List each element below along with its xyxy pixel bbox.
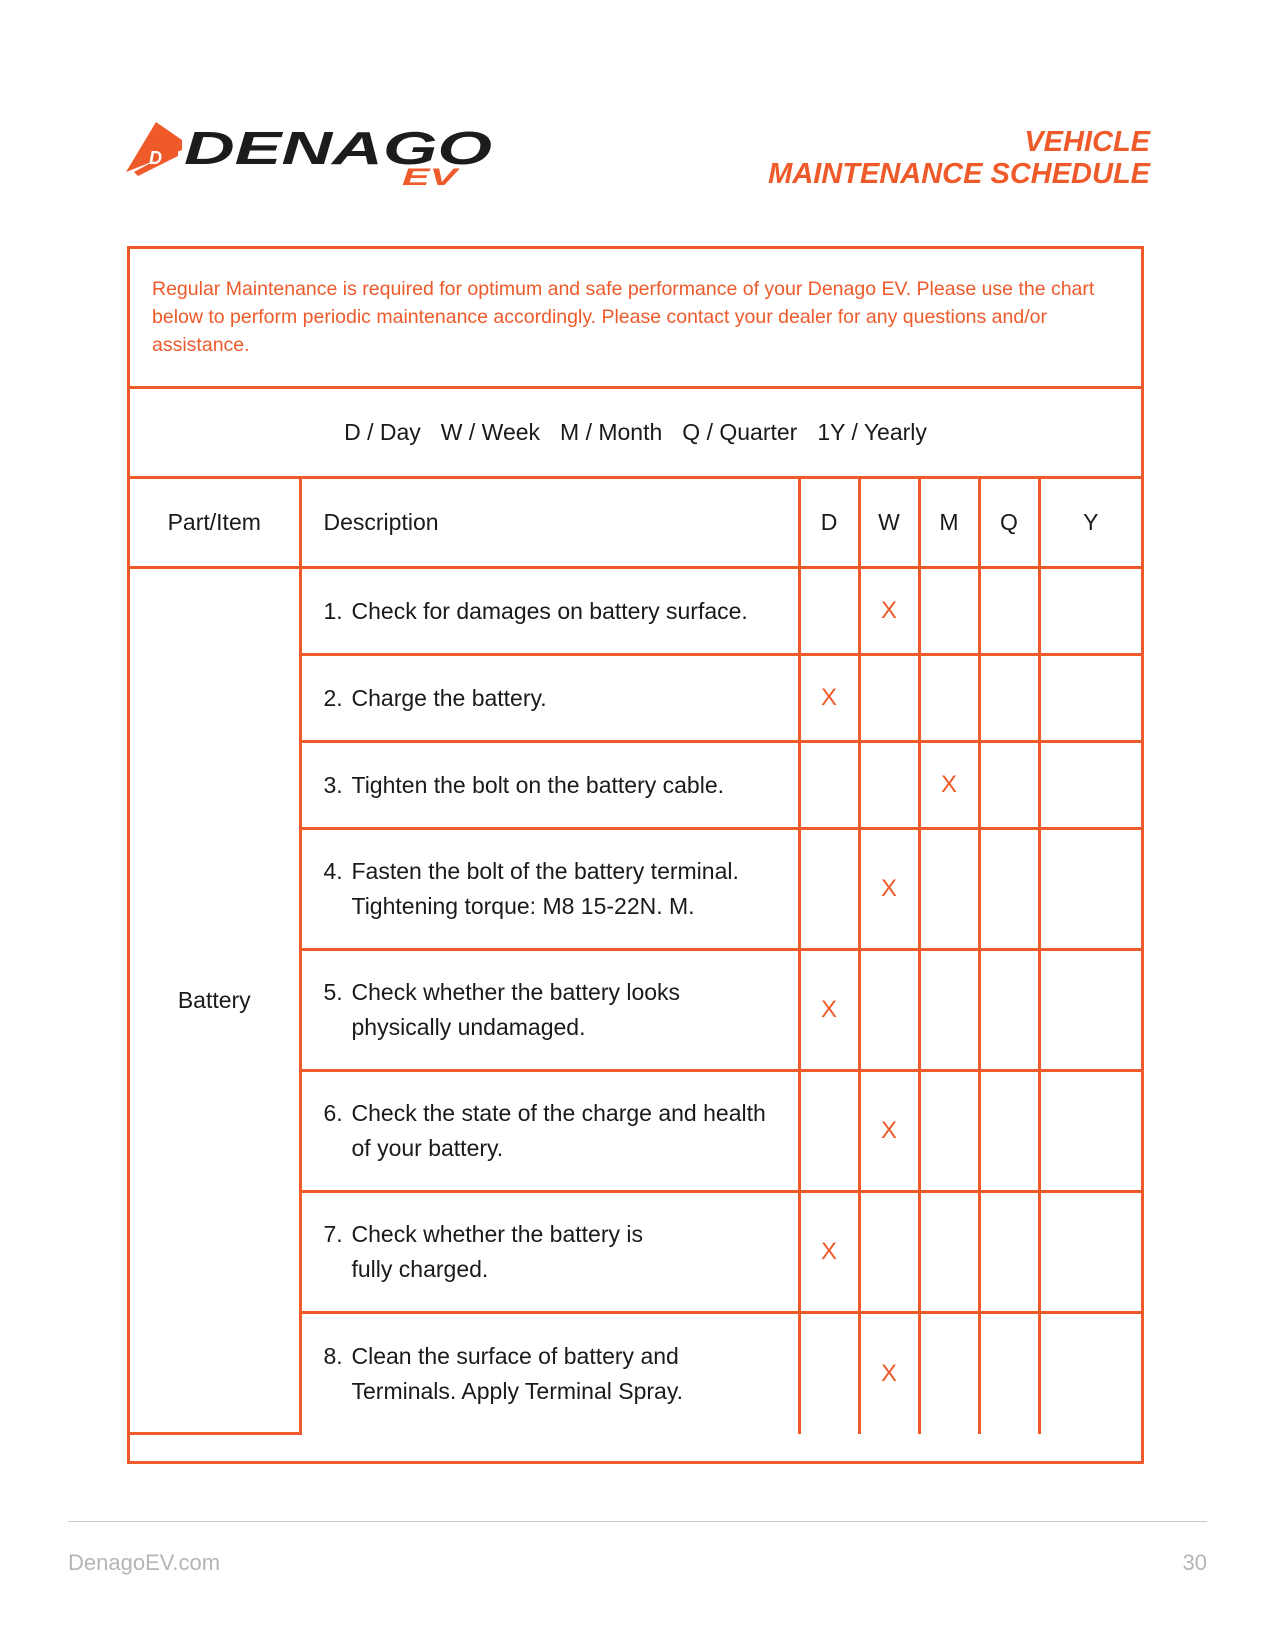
maintenance-schedule [127, 246, 1144, 1464]
description-cell [300, 568, 799, 655]
frequency-cell-quarter [979, 742, 1039, 829]
table-row [130, 568, 1141, 655]
item-number: 2. [323, 684, 343, 711]
part-battery: Battery [130, 568, 300, 1434]
frequency-mark: X [940, 771, 957, 798]
frequency-cell-month [919, 829, 979, 950]
description-cell [300, 655, 799, 742]
header-description: Description [300, 479, 799, 568]
frequency-cell-day [799, 568, 859, 655]
description-line [324, 768, 788, 803]
logo-wordmark: DENAGO [184, 122, 493, 174]
frequency-cell-yearly [1039, 1192, 1141, 1313]
frequency-cell-month [919, 950, 979, 1071]
frequency-cell-month [919, 742, 979, 829]
frequency-cell-quarter [979, 1071, 1039, 1192]
header-yearly: Y [1039, 479, 1141, 568]
frequency-mark: X [820, 1238, 837, 1265]
frequency-cell-day [799, 829, 859, 950]
frequency-cell-quarter [979, 1313, 1039, 1434]
logo-emblem-letter: D [149, 148, 162, 168]
item-number: 8. [323, 1342, 343, 1369]
header-week: W [859, 479, 919, 568]
frequency-cell-day [799, 1313, 859, 1434]
item-number: 4. [323, 858, 343, 884]
item-number: 7. [323, 1221, 343, 1247]
frequency-cell-month [919, 655, 979, 742]
description-line [324, 1096, 788, 1131]
description-line [324, 975, 788, 1010]
frequency-mark: X [880, 1359, 897, 1387]
header-quarter: Q [979, 479, 1039, 568]
frequency-cell-yearly [1039, 655, 1141, 742]
frequency-mark: X [880, 1117, 897, 1144]
frequency-cell-yearly [1039, 1071, 1141, 1192]
frequency-cell-quarter [979, 568, 1039, 655]
frequency-cell-week [859, 950, 919, 1071]
frequency-cell-quarter [979, 950, 1039, 1071]
page-number: 30 [1182, 1550, 1207, 1575]
frequency-cell-week [859, 568, 919, 655]
frequency-cell-month [919, 1192, 979, 1313]
frequency-cell-week [859, 1192, 919, 1313]
item-number: 3. [323, 771, 343, 798]
legend-week: W / Week [440, 419, 541, 445]
item-text: Tighten the bolt on the battery cable. [351, 771, 725, 798]
item-number: 6. [323, 1100, 343, 1126]
frequency-cell-quarter [979, 655, 1039, 742]
legend-yearly: 1Y / Yearly [817, 419, 927, 445]
item-text: Charge the battery. [351, 684, 547, 711]
frequency-cell-yearly [1039, 568, 1141, 655]
frequency-cell-week [859, 1313, 919, 1434]
description-cell [300, 829, 799, 950]
frequency-legend [130, 389, 1141, 479]
header-month: M [919, 479, 979, 568]
frequency-cell-yearly [1039, 829, 1141, 950]
description-line [324, 1217, 788, 1252]
denago-ev-logo [126, 122, 526, 202]
description-line [324, 1339, 788, 1374]
frequency-cell-month [919, 1071, 979, 1192]
frequency-mark: X [820, 684, 837, 711]
item-number: 1. [323, 597, 343, 624]
frequency-cell-week [859, 742, 919, 829]
frequency-mark: X [820, 996, 837, 1023]
header-day: D [799, 479, 859, 568]
frequency-mark: X [880, 875, 897, 902]
document-title [768, 126, 1150, 190]
frequency-cell-yearly [1039, 742, 1141, 829]
item-text: Check the state of the charge and health [351, 1100, 766, 1126]
frequency-cell-day [799, 1192, 859, 1313]
footer-divider [68, 1521, 1207, 1522]
item-text: Check whether the battery is [351, 1221, 643, 1247]
frequency-cell-day [799, 742, 859, 829]
title-line-1: VEHICLE [1024, 126, 1150, 158]
title-line-2: MAINTENANCE SCHEDULE [768, 158, 1150, 190]
frequency-cell-quarter [979, 829, 1039, 950]
schedule-table [130, 479, 1141, 1435]
item-text: Clean the surface of battery and [351, 1342, 679, 1369]
frequency-cell-month [919, 568, 979, 655]
description-line-continued: Tightening torque: M8 15-22N. M. [351, 893, 695, 919]
description-cell [300, 1313, 799, 1434]
legend-month: M / Month [560, 419, 663, 445]
frequency-cell-week [859, 655, 919, 742]
description-line-continued: Terminals. Apply Terminal Spray. [351, 1377, 684, 1404]
description-cell [300, 1071, 799, 1192]
item-number: 5. [323, 979, 343, 1005]
footer-website: DenagoEV.com [68, 1550, 221, 1575]
frequency-cell-day [799, 1071, 859, 1192]
frequency-cell-month [919, 1313, 979, 1434]
legend-day: D / Day [344, 419, 421, 445]
item-text: Check whether the battery looks [351, 979, 681, 1005]
frequency-cell-quarter [979, 1192, 1039, 1313]
frequency-cell-yearly [1039, 1313, 1141, 1434]
description-line-continued: of your battery. [351, 1135, 504, 1161]
item-text: Fasten the bolt of the battery terminal. [351, 858, 739, 884]
header-part-item: Part/Item [130, 479, 300, 568]
description-cell [300, 950, 799, 1071]
description-cell [300, 1192, 799, 1313]
description-line-continued: physically undamaged. [351, 1014, 586, 1040]
description-line [324, 594, 788, 629]
item-text: Check for damages on battery surface. [351, 597, 748, 624]
description-cell [300, 742, 799, 829]
description-line [324, 854, 788, 889]
table-header-row [130, 479, 1141, 568]
frequency-cell-week [859, 829, 919, 950]
description-line [324, 681, 788, 716]
frequency-cell-yearly [1039, 950, 1141, 1071]
legend-quarter: Q / Quarter [682, 419, 798, 445]
frequency-mark: X [880, 597, 897, 624]
description-line-continued: fully charged. [351, 1256, 489, 1282]
intro-text: Regular Maintenance is required for optimum and safe performance of your Denago EV. Please use the chart below to perform periodic maintenance accordingly. Please contact your dealer for any questions and/or assistance. [130, 249, 1141, 389]
frequency-cell-week [859, 1071, 919, 1192]
frequency-cell-day [799, 655, 859, 742]
frequency-cell-day [799, 950, 859, 1071]
logo-sub: EV [402, 164, 461, 191]
